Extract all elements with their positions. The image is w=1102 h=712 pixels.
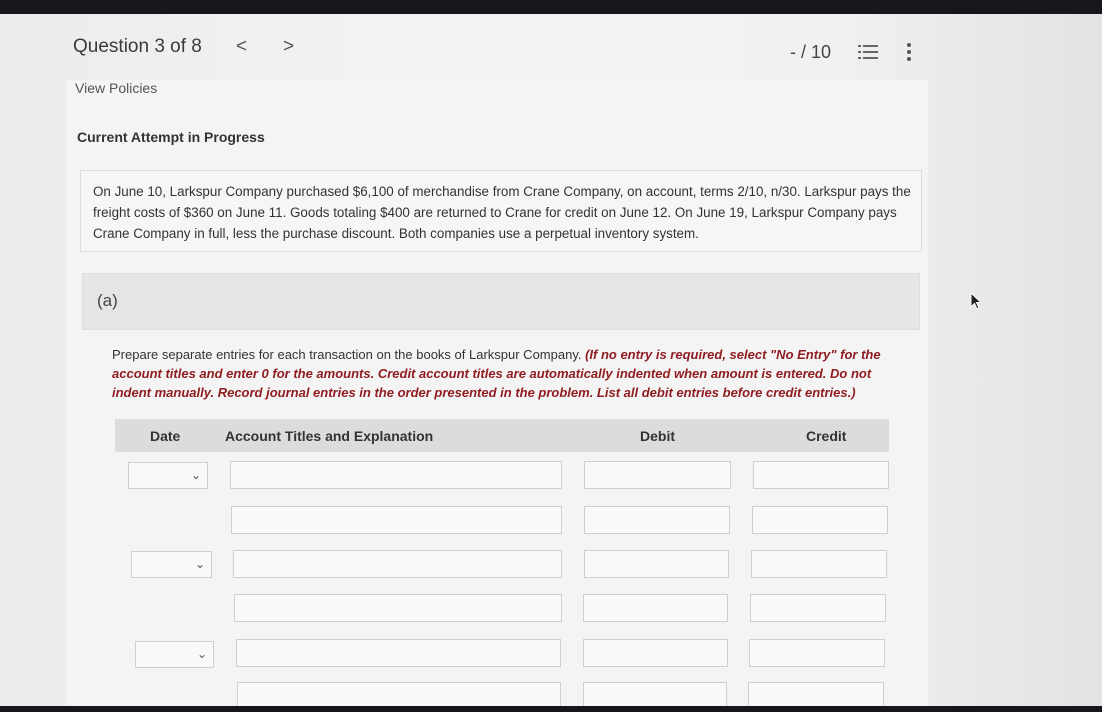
credit-input[interactable] [749,639,885,667]
account-title-input[interactable] [230,461,562,489]
mouse-cursor-icon [970,292,982,310]
credit-input[interactable] [753,461,889,489]
account-title-input[interactable] [231,506,562,534]
column-account-titles: Account Titles and Explanation [225,428,434,444]
score-display: - / 10 [790,42,832,62]
part-header [82,273,920,330]
debit-input[interactable] [584,506,730,534]
previous-question-button[interactable]: < [236,36,248,57]
chevron-down-icon: ⌄ [196,647,207,661]
date-select[interactable] [131,551,212,578]
chevron-down-icon: ⌄ [190,468,201,482]
credit-input[interactable] [750,594,886,622]
debit-input[interactable] [584,550,729,578]
column-debit: Debit [640,428,675,444]
view-policies-link[interactable]: View Policies [75,80,158,96]
more-vertical-icon[interactable] [902,42,916,62]
attempt-status: Current Attempt in Progress [77,129,265,145]
question-label: Question 3 of 8 [73,36,202,57]
credit-input[interactable] [748,682,884,706]
instruction-main: Prepare separate entries for each transaction on the books of Larkspur Company. [112,347,586,362]
column-date: Date [150,428,181,444]
list-icon[interactable] [858,44,878,60]
date-select[interactable] [128,462,208,489]
problem-box [80,170,922,252]
instructions [112,345,882,402]
date-select[interactable] [135,641,214,668]
next-question-button[interactable]: > [283,36,295,57]
account-title-input[interactable] [236,639,561,667]
instruction-note: (If no entry is required, select "No Entry" for the account titles and enter 0 for the amounts. Credit account titles are automatically indented when amount is entered. Do not indent manually. Record journal entries in the order presented in the problem. List all debit entries before credit entries.) [112,347,881,400]
account-title-input[interactable] [233,550,562,578]
debit-input[interactable] [583,639,728,667]
debit-input[interactable] [583,594,728,622]
account-title-input[interactable] [237,682,561,706]
screen [0,14,1102,706]
credit-input[interactable] [752,506,888,534]
debit-input[interactable] [583,682,727,706]
part-label: (a) [97,291,118,310]
credit-input[interactable] [751,550,887,578]
problem-text: On June 10, Larkspur Company purchased $6,100 of merchandise from Crane Company, on account, terms 2/10, n/30. Larkspur pays the freight costs of $360 on June 11. Goods totaling $400 are returned to Crane for credit on June 12. On June 19, Larkspur Company pays Crane Company in full, less the purchase discount. Both companies use a perpetual inventory system. [93,184,911,241]
account-title-input[interactable] [234,594,562,622]
journal-table-header [115,419,889,452]
debit-input[interactable] [584,461,731,489]
chevron-down-icon: ⌄ [194,557,205,571]
column-credit: Credit [806,428,847,444]
